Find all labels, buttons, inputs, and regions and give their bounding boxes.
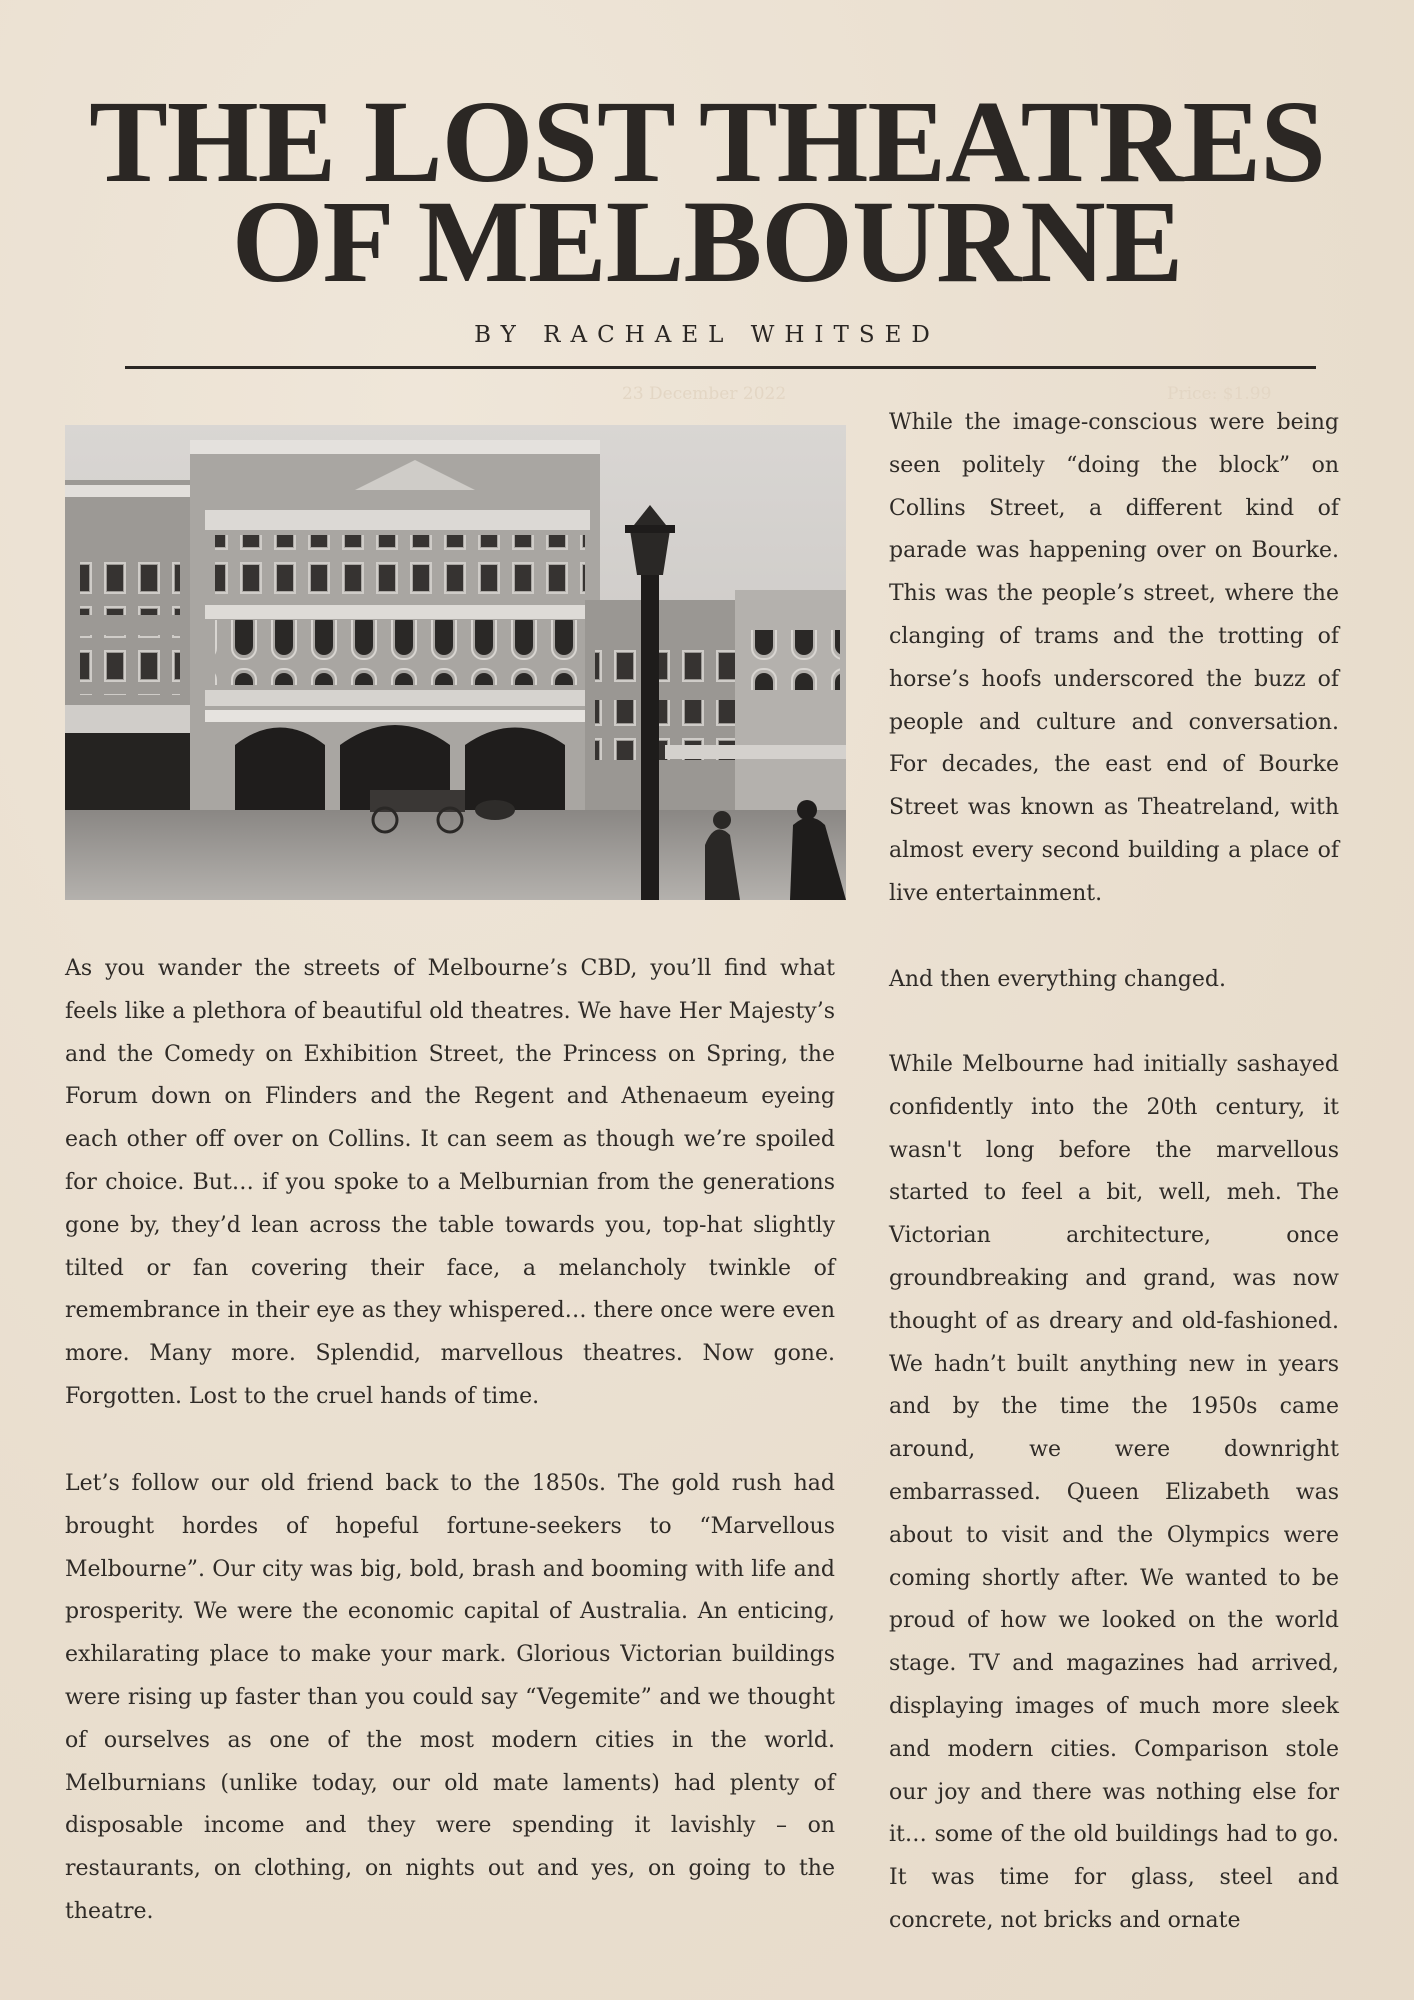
theatre-photo-illustration xyxy=(65,425,846,900)
byline: BY RACHAEL WHITSED xyxy=(474,322,940,348)
article-title xyxy=(0,76,1414,307)
left-paragraph-2: Let’s follow our old friend back to the 1850s. The gold rush had brought hordes of hopeful fortune-seekers to “Marvellous Melbourne”. Our city was big, bold, brash and booming with life and prosperity. We were the economic capital of Australia. An enticing, exhilarating place to make your mark. Glorious Victorian buildings were rising up faster than you could say “Vegemite” and we thought of ourselves as one of the most modern cities in the world. Melburnians (unlike today, our old mate laments) had plenty of disposable income and they were spending it lavishly – on restaurants, on clothing, on nights out and yes, on going to the theatre. xyxy=(65,1471,835,1924)
issue-price: Price: $1.99 xyxy=(1167,384,1272,404)
title-line-1: THE LOST THEATRES xyxy=(89,76,1325,207)
right-paragraph-2: And then everything changed. xyxy=(889,967,1226,992)
title-line-2: OF MELBOURNE xyxy=(231,176,1183,307)
publication-date: 23 December 2022 xyxy=(622,384,787,404)
right-paragraph-3: While Melbourne had initially sashayed confidently into the 20th century, it wasn't long before the marvellous started to feel a bit, well, meh. The Victorian architecture, once groundbreaking and grand, was now thought of as dreary and old-fashioned. We hadn’t built anything new in years and by the time the 1950s came around, we were downright embarrassed. Queen Elizabeth was about to visit and the Olympics were coming shortly after. We wanted to be proud of how we looked on the world stage. TV and magazines had arrived, displaying images of much more sleek and modern cities. Comparison stole our joy and there was nothing else for it… some of the old buildings had to go. It was time for glass, steel and concrete, not bricks and ornate xyxy=(889,1052,1339,1933)
header-rule xyxy=(125,366,1316,369)
historic-theatre-photo xyxy=(65,425,846,900)
right-paragraph-1: While the image-conscious were being seen politely “doing the block” on Collins Street, a different kind of parade was happening over on Bourke. This was the people’s street, where the clanging of trams and the trotting of horse’s hoofs underscored the buzz of people and culture and conversation. For decades, the east end of Bourke Street was known as Theatreland, with almost every second building a place of live entertainment. xyxy=(889,410,1339,906)
left-paragraph-1: As you wander the streets of Melbourne’s CBD, you’ll find what feels like a plethora of beautiful old theatres. We have Her Majesty’s and the Comedy on Exhibition Street, the Princess on Spring, the Forum down on Flinders and the Regent and Athenaeum eyeing each other off over on Collins. It can seem as though we’re spoiled for choice. But… if you spoke to a Melburnian from the generations gone by, they’d lean across the table towards you, top-hat slightly tilted or fan covering their face, a melancholy twinkle of remembrance in their eye as they whispered… there once were even more. Many more. Splendid, marvellous theatres. Now gone. Forgotten. Lost to the cruel hands of time. xyxy=(65,956,835,1409)
